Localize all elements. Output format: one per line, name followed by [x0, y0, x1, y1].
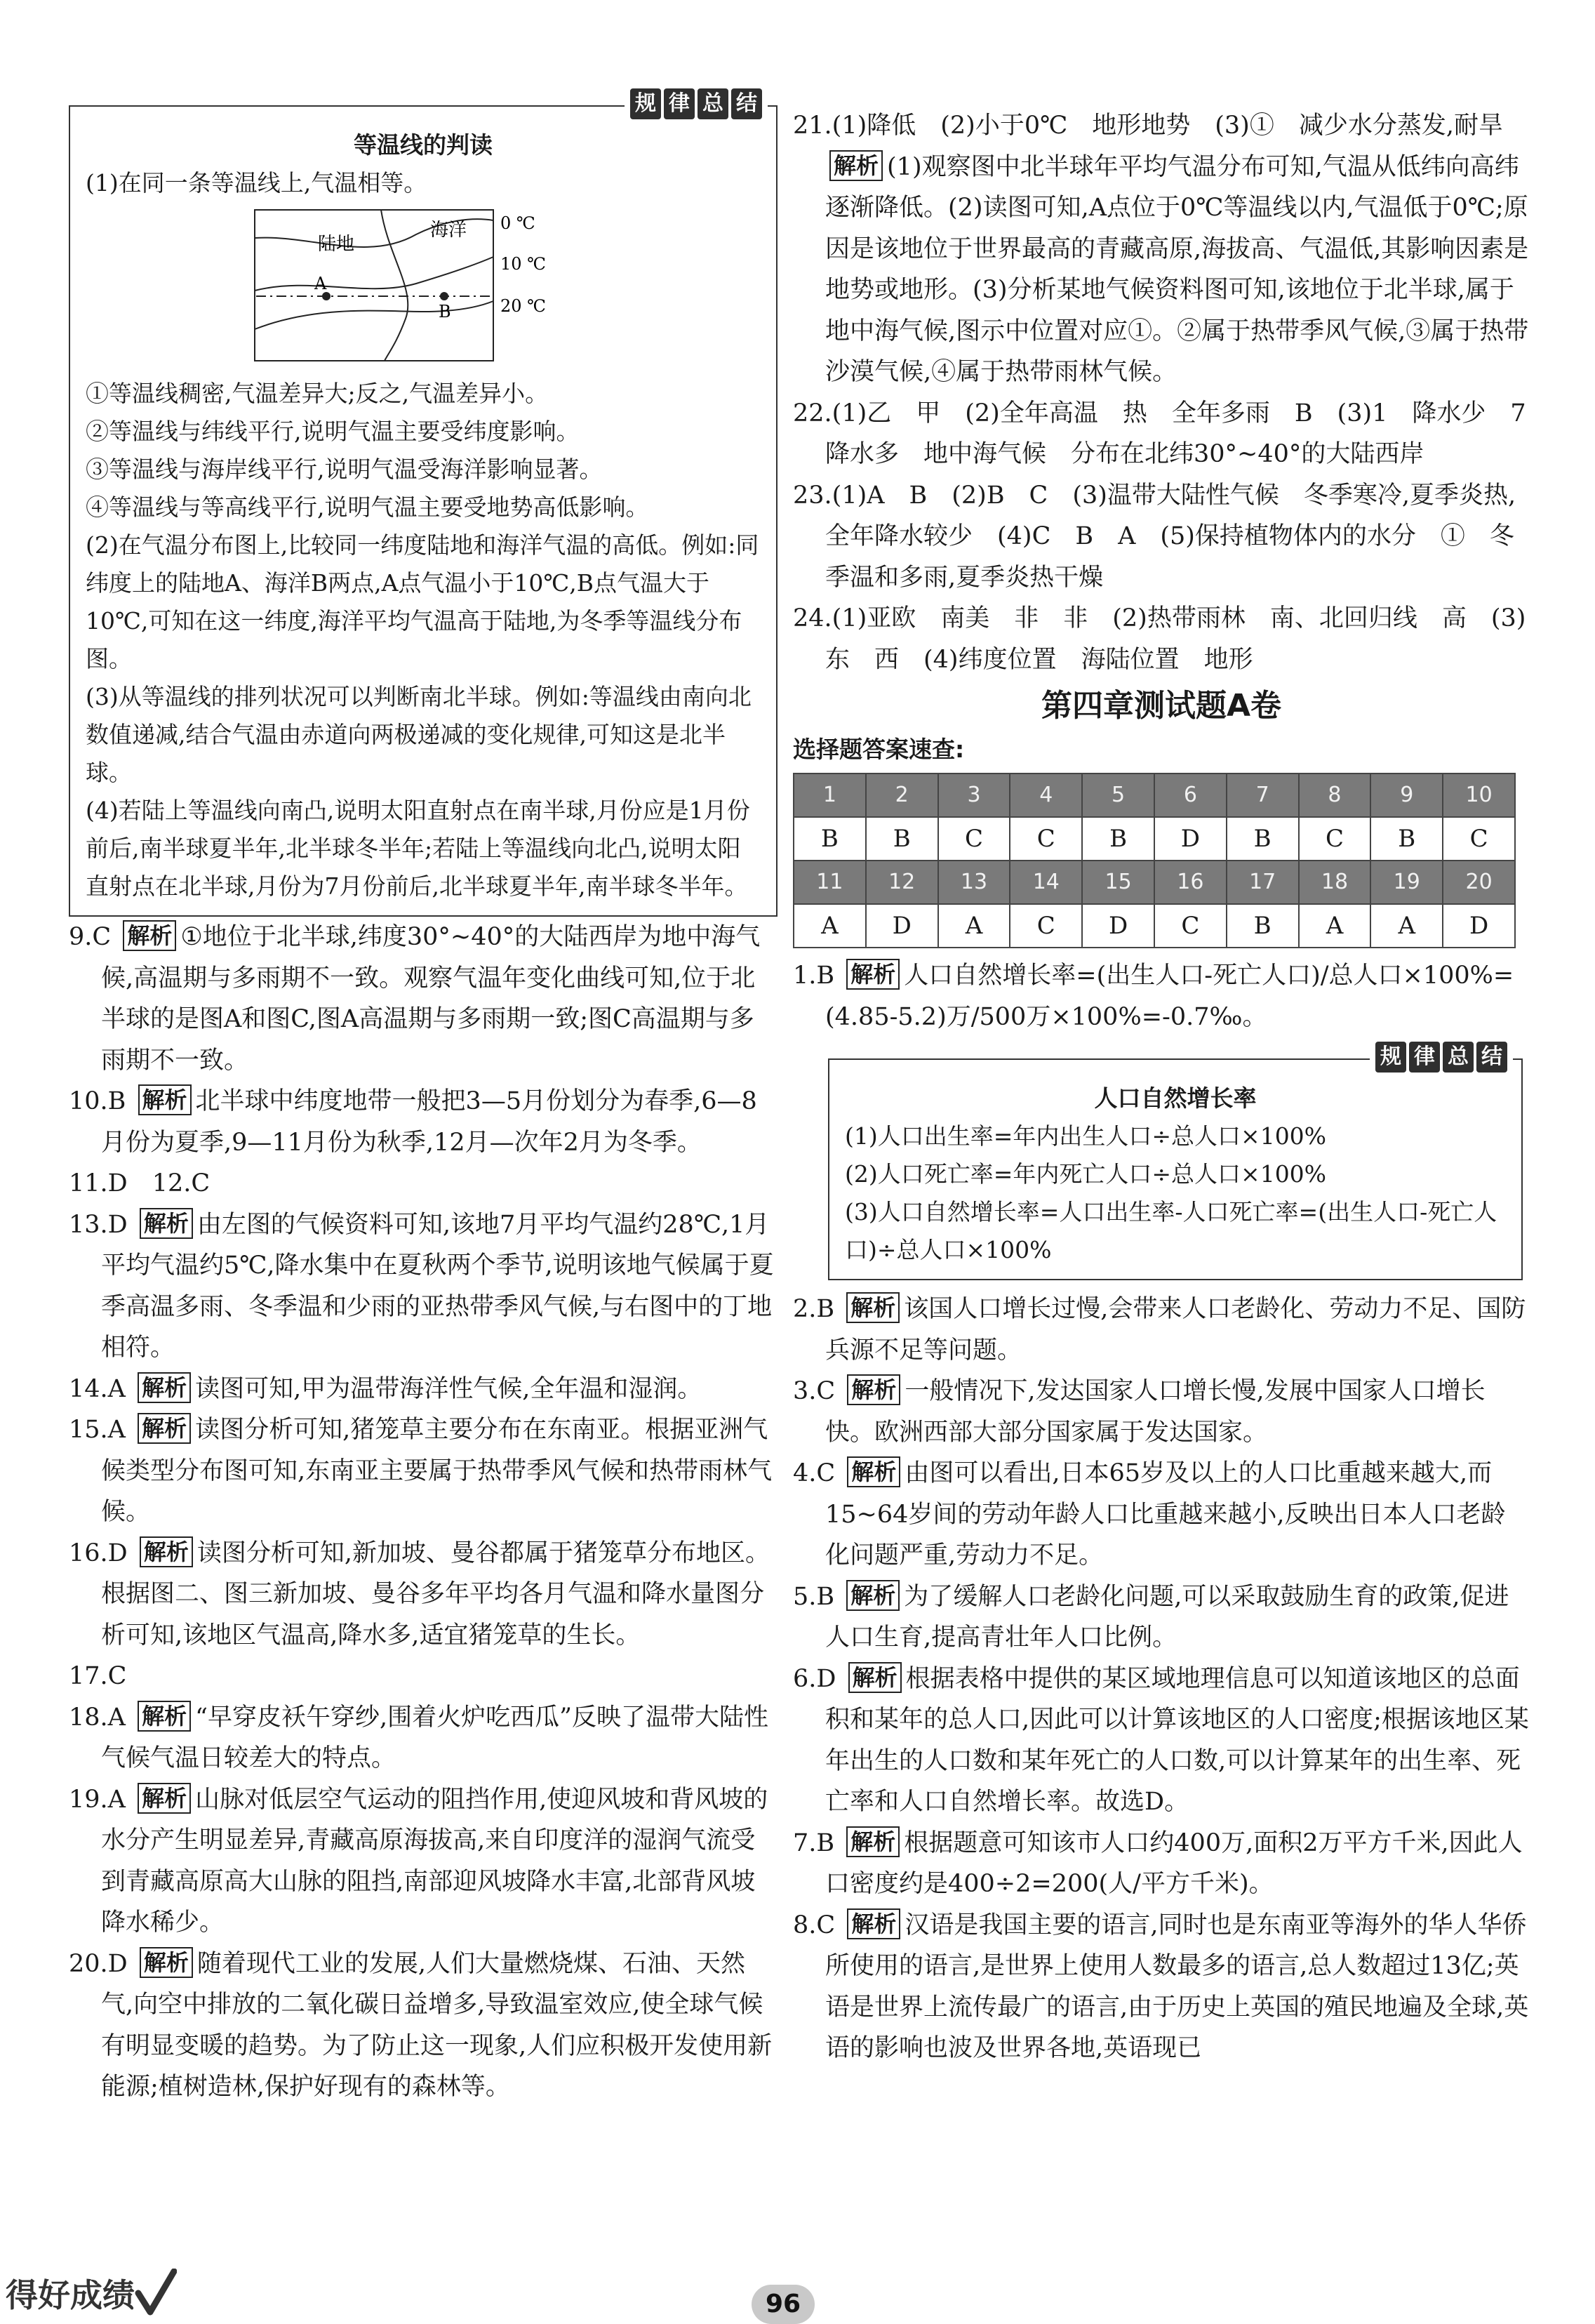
analysis-label: 解析 [138, 1413, 191, 1444]
answer-item: 18.A 解析 “早穿皮袄午穿纱,围着火炉吃西瓜”反映了温带大陆性气候气温日较差大的特点。 [69, 1697, 778, 1779]
analysis-label: 解析 [847, 1908, 900, 1939]
analysis-label: 解析 [138, 1783, 191, 1814]
analysis-label: 解析 [846, 1826, 900, 1857]
brand-logo [6, 2269, 177, 2318]
answer-item: 8.C 解析 汉语是我国主要的语言,同时也是东南亚等海外的华人华侨所使用的语言,是世界上使用人数最多的语言,总人数超过13亿;英语是世界上流传最广的语言,由于历史上英国的殖民地遍及全球,英语的影响也波及世界各地,英语现已 [793, 1905, 1530, 2069]
right-column [793, 105, 1551, 2069]
box-line: (2)人口死亡率=年内死亡人口÷总人口×100% [845, 1160, 1327, 1188]
answer-item: 9.C 解析 ①地位于北半球,纬度30°~40°的大陆西岸为地中海气候,高温期与多雨期不一致。观察气温年变化曲线可知,位于北半球的是图A和图C,图A高温期与多雨期一致;图C高温期与多雨期不一致。 [69, 917, 778, 1081]
box-title: 等温线的判读 [354, 131, 493, 159]
box-line: (3)从等温线的排列状况可以判断南北半球。例如:等温线由南向北数值递减,结合气温由赤道向两极递减的变化规律,可知这是北半球。 [86, 683, 752, 786]
tag-char: 结 [731, 88, 762, 119]
answer-item: 20.D 解析 随着现代工业的发展,人们大量燃烧煤、石油、天然气,向空中排放的二氧化碳日益增多,导致温室效应,使全球气候有明显变暖的趋势。为了防止这一现象,人们应积极开发使用新能源;植树造林,保护好现有的森林等。 [69, 1944, 778, 2108]
analysis-label: 解析 [140, 1947, 193, 1978]
iso-label-20: 20 ℃ [500, 296, 547, 316]
box-line: ③等温线与海岸线平行,说明气温受海洋影响显著。 [86, 456, 603, 483]
analysis-label: 解析 [138, 1701, 191, 1732]
answer-table-answer-row: B B C C B D B C B C [794, 817, 1515, 861]
iso-label-10: 10 ℃ [500, 254, 547, 274]
point-b-marker [440, 292, 448, 300]
answer-item: 19.A 解析 山脉对低层空气运动的阻挡作用,使迎风坡和背风坡的水分产生明显差异,青藏高原海拔高,来自印度洋的湿润气流受到青藏高原高大山脉的阻挡,南部迎风坡降水丰富,北部背风坡降水稀少。 [69, 1779, 778, 1944]
answer-item: 14.A 解析 读图可知,甲为温带海洋性气候,全年温和湿润。 [69, 1369, 778, 1410]
rule-summary-tag [625, 88, 768, 119]
tag-char: 结 [1476, 1042, 1507, 1073]
analysis-label: 解析 [138, 1372, 191, 1403]
answer-item: 21.(1)降低 (2)小于0℃ 地形地势 (3)① 减少水分蒸发,耐旱 解析 (1)观察图中北半球年平均气温分布可知,气温从低纬向高纬逐渐降低。(2)读图可知,A点位于0℃等温线以内,气温低于0℃;原因是该地位于世界最高的青藏高原,海拔高、气温低,其影响因素是地势或地形。(3)分析某地气候资料图可知,该地位于北半球,属于地中海气候,图示中位置对应①。②属于热带季风气候,③属于热带沙漠气候,④属于热带雨林气候。 [793, 112, 1529, 386]
land-label: 陆地 [318, 234, 355, 255]
brand-text: 得好成绩 [6, 2276, 135, 2314]
point-a-label: A [314, 274, 327, 293]
analysis-label: 解析 [847, 1456, 900, 1487]
box-line: (1)人口出生率=年内出生人口÷总人口×100% [845, 1122, 1327, 1150]
ocean-label: 海洋 [430, 220, 467, 241]
answer-item: 24.(1)亚欧 南美 非 非 (2)热带雨林 南、北回归线 高 (3)东 西 (4)纬度位置 海陆位置 地形 [793, 604, 1526, 674]
tag-char: 总 [698, 88, 728, 119]
answer-item: 3.C 解析 一般情况下,发达国家人口增长慢,发展中国家人口增长快。欧洲西部大部分国家属于发达国家。 [793, 1371, 1530, 1453]
checkmark-icon [135, 2269, 177, 2318]
page-number: 96 [752, 2285, 815, 2324]
answer-item: 7.B 解析 根据题意可知该市人口约400万,面积2万平方千米,因此人口密度约是400÷2=200(人/平方千米)。 [793, 1823, 1530, 1905]
chapter-title: 第四章测试题A卷 [1041, 688, 1282, 724]
tag-char: 律 [1409, 1042, 1440, 1073]
answer-table [793, 773, 1516, 948]
analysis-label: 解析 [123, 920, 176, 951]
answer-item: 2.B 解析 该国人口增长过慢,会带来人口老龄化、劳动力不足、国防兵源不足等问题。 [793, 1289, 1530, 1371]
answer-item: 4.C 解析 由图可以看出,日本65岁及以上的人口比重越来越大,而15~64岁间的劳动年龄人口比重越来越小,反映出日本人口老龄化问题严重,劳动力不足。 [793, 1453, 1530, 1576]
box-line: ②等温线与纬线平行,说明气温主要受纬度影响。 [86, 418, 580, 445]
answer-item: 17.C [69, 1662, 127, 1690]
box-line: (4)若陆上等温线向南凸,说明太阳直射点在南半球,月份应是1月份前后,南半球夏半年,北半球冬半年;若陆上等温线向北凸,说明太阳直射点在北半球,月份为7月份前后,北半球夏半年,南半球冬半年。 [86, 797, 750, 900]
tag-char: 总 [1443, 1042, 1474, 1073]
analysis-label: 解析 [847, 1374, 900, 1405]
tag-char: 规 [1375, 1042, 1406, 1073]
answer-item: 13.D 解析 由左图的气候资料可知,该地7月平均气温约28℃,1月平均气温约5℃,降水集中在夏秋两个季节,说明该地气候属于夏季高温多雨、冬季温和少雨的亚热带季风气候,与右图中的丁地相符。 [69, 1204, 778, 1369]
iso-label-0: 0 ℃ [500, 213, 535, 233]
answer-table-number-row: 1 2 3 4 5 6 7 8 9 10 [794, 773, 1515, 817]
analysis-label: 解析 [846, 1580, 900, 1611]
answer-item: 10.B 解析 北半球中纬度地带一般把3—5月份划分为春季,6—8月份为夏季,9—11月份为秋季,12月—次年2月为冬季。 [69, 1081, 778, 1163]
answer-item: 23.(1)A B (2)B C (3)温带大陆性气候 冬季寒冷,夏季炎热,全年降水较少 (4)C B A (5)保持植物体内的水分 ① 冬季温和多雨,夏季炎热干燥 [793, 481, 1516, 592]
answer-item: 15.A 解析 读图分析可知,猪笼草主要分布在东南亚。根据亚洲气候类型分布图可知,东南亚主要属于热带季风气候和热带雨林气候。 [69, 1409, 778, 1533]
left-column [69, 91, 778, 2108]
answer-item: 16.D 解析 读图分析可知,新加坡、曼谷都属于猪笼草分布地区。根据图二、图三新加坡、曼谷多年平均各月气温和降水量图分析可知,该地区气温高,降水多,适宜猪笼草的生长。 [69, 1533, 778, 1656]
analysis-label: 解析 [846, 1292, 900, 1323]
analysis-label: 解析 [848, 1662, 902, 1693]
box-title: 人口自然增长率 [1094, 1084, 1257, 1112]
box-line: ①等温线稠密,气温差异大;反之,气温差异小。 [86, 380, 549, 407]
box-line: ④等温线与等高线平行,说明气温主要受地势高低影响。 [86, 493, 649, 521]
answer-item: 1.B 解析 人口自然增长率=(出生人口-死亡人口)/总人口×100%=(4.85-5.2)万/500万×100%=-0.7‰。 [793, 955, 1530, 1037]
box-line: (2)在气温分布图上,比较同一纬度陆地和海洋气温的高低。例如:同纬度上的陆地A、海洋B两点,A点气温小于10℃,B点气温大于10℃,可知在这一纬度,海洋平均气温高于陆地,为冬季等温线分布图。 [86, 531, 759, 672]
box-intro: (1)在同一条等温线上,气温相等。 [86, 169, 427, 197]
answer-item: 22.(1)乙 甲 (2)全年高温 热 全年多雨 B (3)1 降水少 7 降水多 地中海气候 分布在北纬30°~40°的大陆西岸 [793, 399, 1551, 468]
tag-char: 规 [630, 88, 661, 119]
rule-summary-box-population [828, 1044, 1523, 1280]
rule-summary-tag [1370, 1042, 1513, 1073]
tag-char: 律 [664, 88, 695, 119]
analysis-label: 解析 [138, 1084, 192, 1115]
point-b-label: B [439, 302, 451, 321]
answer-item: 6.D 解析 根据表格中提供的某区域地理信息可以知道该地区的总面积和某年的总人口,因此可以计算该地区的人口密度;根据该地区某年出生的人口数和某年死亡的人口数,可以计算某年的出生率、死亡率和人口自然增长率。故选D。 [793, 1659, 1530, 1823]
answer-item: 5.B 解析 为了缓解人口老龄化问题,可以采取鼓励生育的政策,促进人口生育,提高青壮年人口比例。 [793, 1576, 1530, 1659]
isotherm-diagram [213, 206, 634, 368]
answer-item: 11.D 12.C [69, 1169, 211, 1197]
answer-table-answer-row: A D A C D C B A A D [794, 904, 1515, 948]
analysis-label: 解析 [846, 959, 900, 990]
analysis-label: 解析 [829, 150, 883, 181]
answer-table-number-row: 11 12 13 14 15 16 17 18 19 20 [794, 861, 1515, 904]
box-line: (3)人口自然增长率=人口出生率-人口死亡率=(出生人口-死亡人口)÷总人口×100% [845, 1198, 1497, 1263]
quick-check-label: 选择题答案速查: [793, 736, 965, 763]
analysis-label: 解析 [140, 1208, 193, 1239]
analysis-label: 解析 [140, 1536, 193, 1567]
rule-summary-box-isotherm [69, 91, 778, 917]
